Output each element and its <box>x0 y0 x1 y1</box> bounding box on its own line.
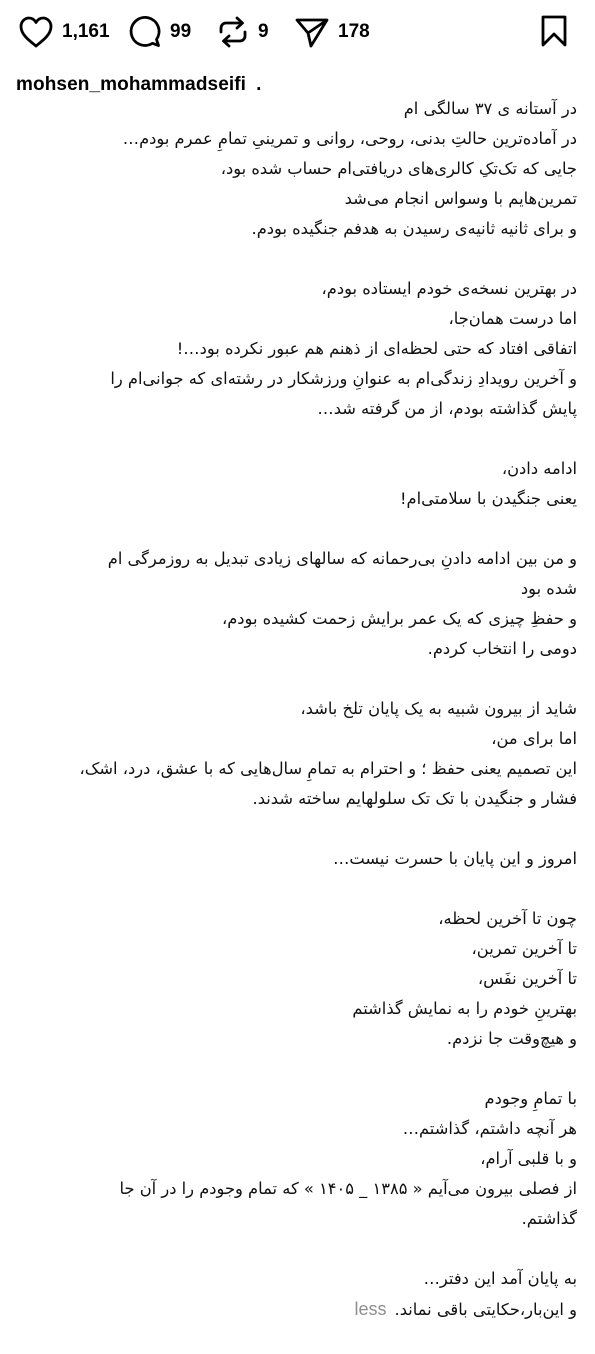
caption-line-text: تمرین‌هایم با وسواس انجام می‌شد <box>344 189 577 208</box>
caption-line-text: و با قلبی آرام، <box>480 1149 577 1168</box>
caption-paragraph <box>14 904 577 1054</box>
caption-line <box>14 1204 577 1234</box>
caption-line <box>14 724 577 754</box>
caption-paragraph <box>14 1084 577 1234</box>
caption-line-text: و حفظِ چیزی که یک عمر برایش زحمت کشیده بودم، <box>221 609 577 628</box>
caption-line <box>14 844 577 874</box>
caption-line <box>14 454 577 484</box>
comment-bubble-icon[interactable] <box>126 15 162 49</box>
caption-line <box>14 544 577 574</box>
like-count[interactable]: 1,161 <box>62 21 110 42</box>
caption-line-text: گذاشتم. <box>521 1209 577 1228</box>
caption-line-text: با تمامِ وجودم <box>484 1089 577 1108</box>
repost-count[interactable]: 9 <box>258 21 269 42</box>
caption-line-text: یعنی جنگیدن با سلامتی‌ام! <box>400 489 577 508</box>
send-icon[interactable] <box>294 15 330 49</box>
heart-icon[interactable] <box>18 15 54 49</box>
caption-paragraph <box>14 274 577 424</box>
caption-line-text: تا آخرین نفَس، <box>477 969 577 988</box>
like-action[interactable] <box>18 14 110 50</box>
caption-line <box>14 904 577 934</box>
caption-line <box>14 934 577 964</box>
caption-line <box>14 754 577 784</box>
caption-line-text: در آماده‌ترین حالتِ بدنی، روحی، روانی و تمرینیِ تمامِ عمرم بودم… <box>122 129 577 148</box>
comment-count[interactable]: 99 <box>170 21 192 42</box>
caption-line-text: به پایان آمد این دفتر… <box>423 1269 577 1288</box>
caption-line-text: اتفاقی افتاد که حتی لحظه‌ای از ذهنم هم عبور نکرده بود…! <box>176 339 577 358</box>
caption-line <box>14 1294 577 1324</box>
caption-line-text: امروز و این پایان با حسرت نیست… <box>333 849 577 868</box>
caption-line-text: پایش گذاشته بودم، از من گرفته شد… <box>317 399 577 418</box>
caption-line <box>14 94 577 124</box>
share-action[interactable] <box>294 14 370 50</box>
caption-line-text: و هیچ‌وقت جا نزدم. <box>446 1029 577 1048</box>
caption-line <box>14 334 577 364</box>
comment-action[interactable] <box>126 14 191 50</box>
caption-line <box>14 1144 577 1174</box>
caption-line <box>14 574 577 604</box>
caption-line-text: این تصمیم یعنی حفظ ؛ و احترام به تمامِ سال‌هایی که با عشق، درد، اشک، <box>79 759 577 778</box>
caption-line <box>14 604 577 634</box>
caption-line-text: بهترینِ خودم را به نمایش گذاشتم <box>352 999 577 1018</box>
caption-line-text: در بهترین نسخه‌ی خودم ایستاده بودم، <box>321 279 577 298</box>
caption-line <box>14 154 577 184</box>
caption-line-text: در آستانه ی ۳۷ سالگی ام <box>403 99 577 118</box>
caption-paragraph <box>14 844 577 874</box>
caption-paragraph <box>14 694 577 814</box>
caption-line <box>14 784 577 814</box>
caption-line <box>14 1264 577 1294</box>
caption-line <box>14 364 577 394</box>
caption-line <box>14 694 577 724</box>
caption-line <box>14 1114 577 1144</box>
caption-line-text: دومی را انتخاب کردم. <box>427 639 577 658</box>
caption-line-text: از فصلی بیرون می‌آیم « ۱۳۸۵ _ ۱۴۰۵ » که تمام وجودم را در آن جا <box>119 1179 577 1198</box>
caption-paragraph <box>14 454 577 514</box>
caption-line <box>14 274 577 304</box>
caption-line-text: اما درست همان‌جا، <box>448 309 577 328</box>
post-caption <box>0 94 595 1354</box>
caption-line-text: و این‌بار،حکایتی باقی نماند. <box>394 1300 577 1319</box>
caption-line-text: و برای ثانیه ثانیه‌ی رسیدن به هدفم جنگیده بودم. <box>251 219 577 238</box>
repost-action[interactable] <box>216 14 269 50</box>
post-action-bar <box>0 0 595 64</box>
caption-paragraph <box>14 94 577 244</box>
caption-line-text: ادامه دادن، <box>501 459 577 478</box>
caption-line <box>14 994 577 1024</box>
caption-line <box>14 394 577 424</box>
save-bookmark-icon[interactable] <box>539 14 569 52</box>
caption-line-text: تا آخرین تمرین، <box>471 939 577 958</box>
caption-line <box>14 1024 577 1054</box>
caption-line-text: هر آنچه داشتم، گذاشتم… <box>402 1119 577 1138</box>
caption-line-text: جایی که تک‌تکِ کالری‌های دریافتی‌ام حساب شده بود، <box>220 159 577 178</box>
caption-line <box>14 964 577 994</box>
caption-line <box>14 214 577 244</box>
caption-paragraph <box>14 1264 577 1324</box>
caption-line-text: شاید از بیرون شبیه به یک پایان تلخ باشد، <box>300 699 577 718</box>
repost-icon[interactable] <box>216 15 250 49</box>
caption-line <box>14 634 577 664</box>
caption-line-text: و من بین ادامه دادنِ بی‌رحمانه که سالهای زیادی تبدیل به روزمرگی ام <box>107 549 577 568</box>
caption-line <box>14 484 577 514</box>
caption-line-text: چون تا آخرین لحظه، <box>438 909 577 928</box>
caption-toggle-less-link[interactable]: less <box>354 1299 387 1319</box>
caption-line-text: اما برای من، <box>491 729 577 748</box>
caption-line <box>14 124 577 154</box>
caption-line <box>14 1174 577 1204</box>
share-count[interactable]: 178 <box>338 21 370 42</box>
caption-line-text: فشار و جنگیدن با تک تک سلولهایم ساخته شدند. <box>252 789 577 808</box>
caption-line <box>14 1084 577 1114</box>
caption-paragraph <box>14 544 577 664</box>
username-link[interactable]: mohsen_mohammadseifi <box>16 74 247 95</box>
caption-line <box>14 304 577 334</box>
caption-line-text: شده بود <box>520 579 577 598</box>
caption-line-text: و آخرین رویدادِ زندگی‌ام به عنوانِ ورزشکار در رشته‌ای که جوانی‌ام را <box>110 369 577 388</box>
caption-line <box>14 184 577 214</box>
separator-dot: . <box>256 74 262 95</box>
